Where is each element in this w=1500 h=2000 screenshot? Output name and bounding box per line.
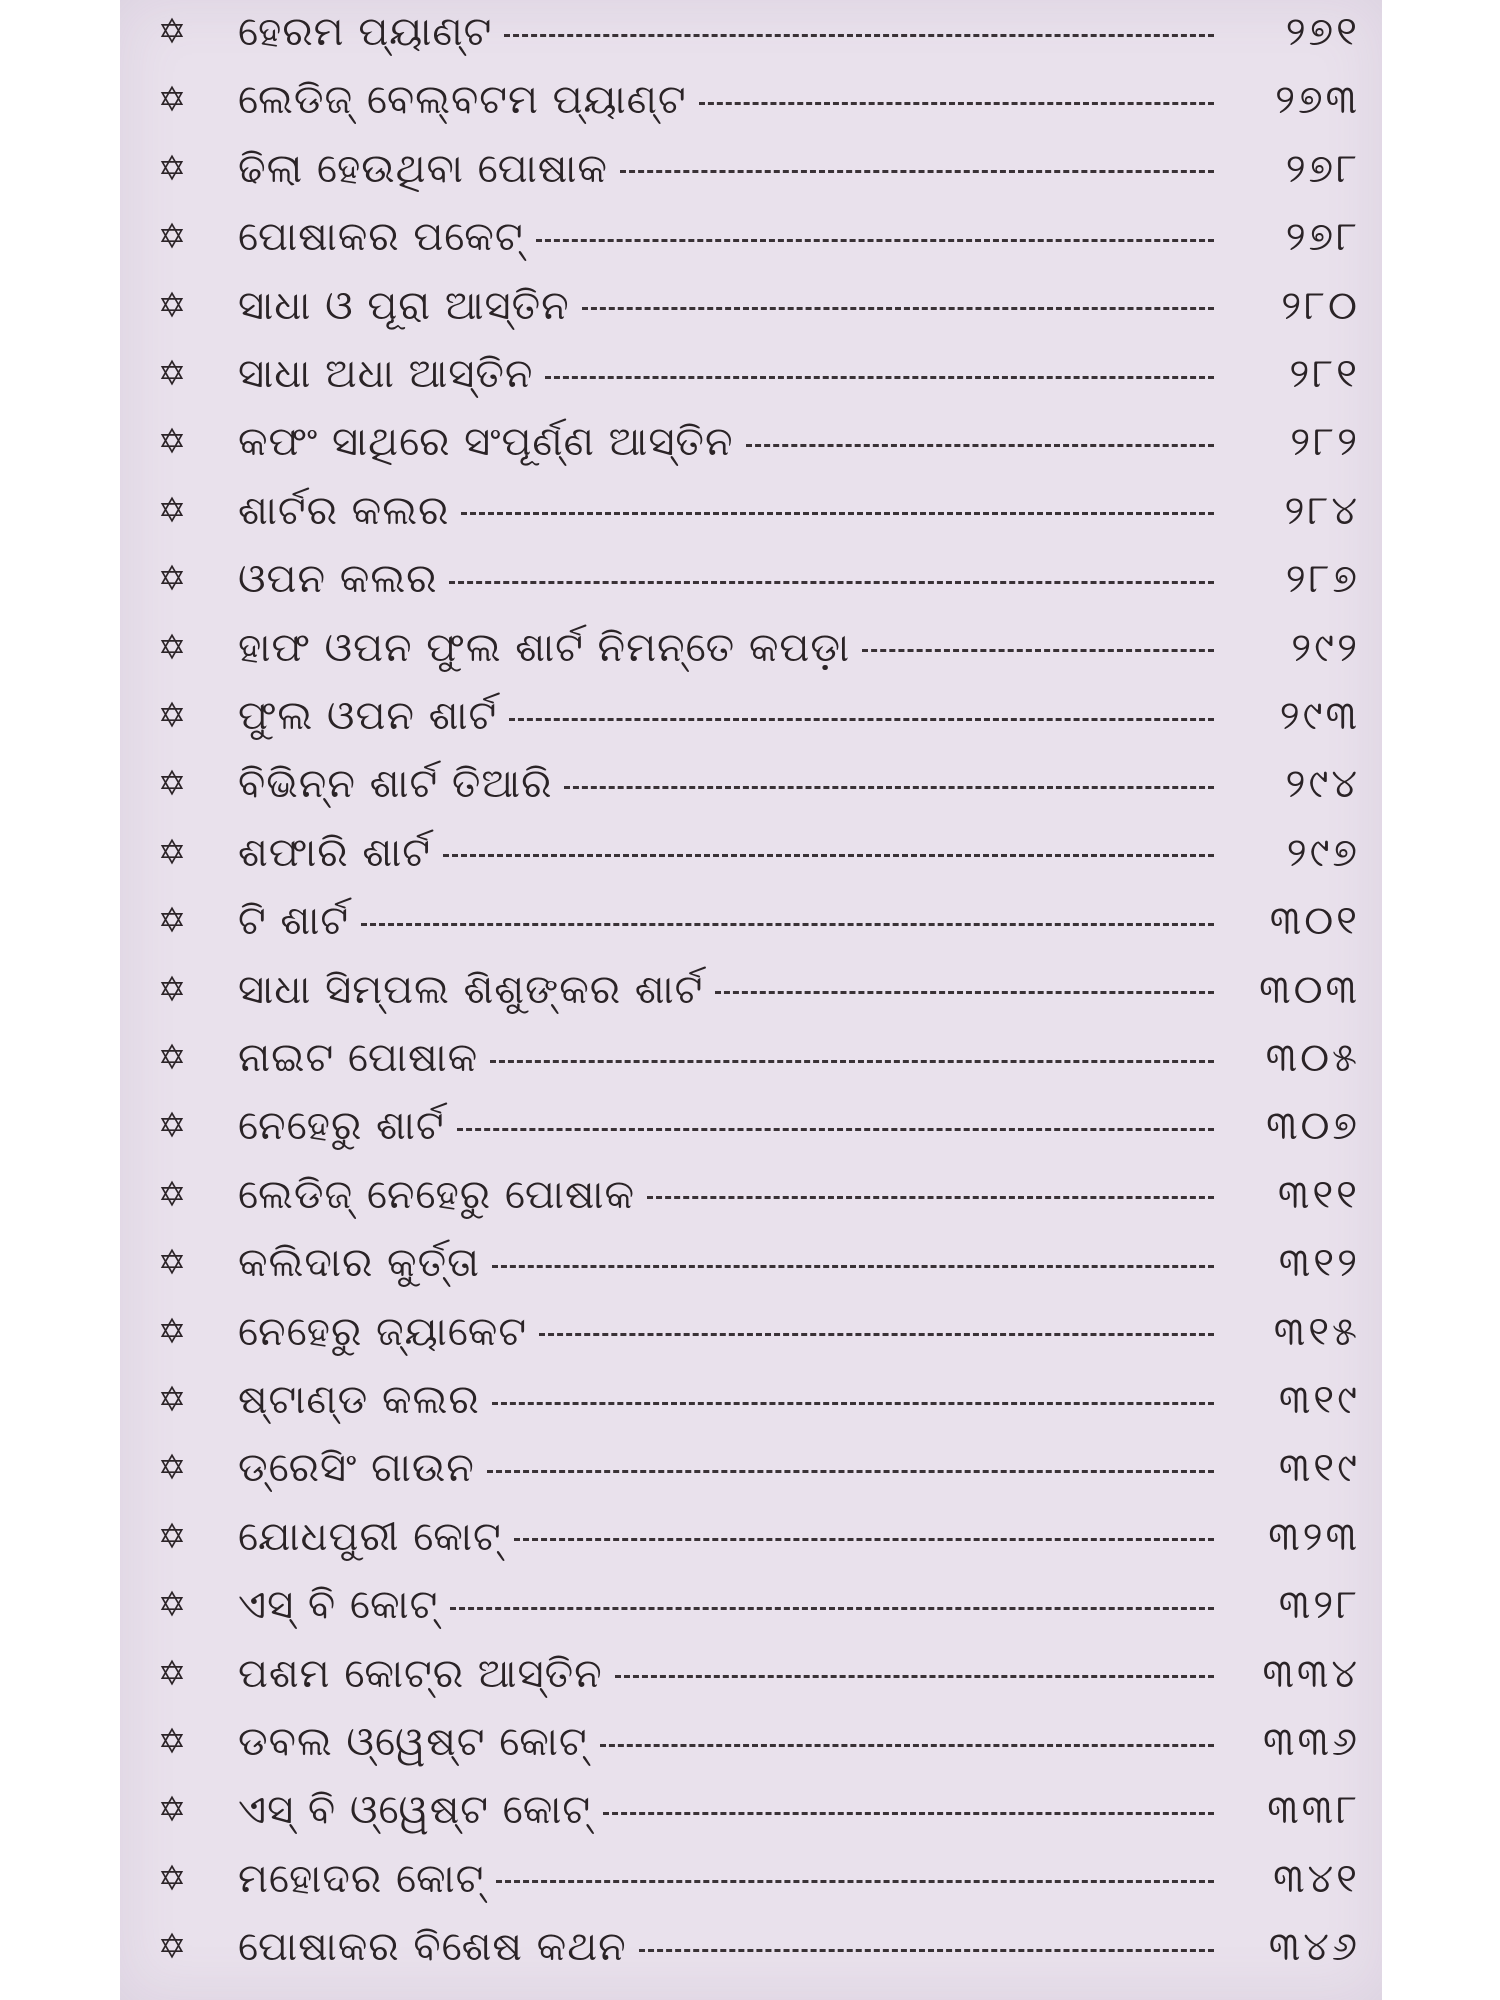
toc-entry-title: ଏସ୍ ବି ଓ୍ୱେଷ୍ଟ କୋଟ୍ [238, 1787, 592, 1834]
dash-leader [496, 1880, 1214, 1883]
toc-entry-title: ପଶମ କୋଟ୍‌ର ଆସ୍ତିନ [238, 1650, 603, 1697]
star-bullet-icon: ✡ [157, 148, 187, 189]
toc-entry [238, 340, 1214, 408]
dash-leader [545, 376, 1214, 379]
toc-row [120, 203, 1382, 271]
toc-row [120, 1776, 1382, 1844]
star-bullet-icon: ✡ [157, 1585, 187, 1626]
toc-entry [238, 1024, 1214, 1092]
toc-page-number: ୩୩୪ [1262, 1650, 1360, 1697]
toc-page-number: ୩୧୫ [1273, 1308, 1360, 1355]
toc-row [120, 66, 1382, 134]
toc-entry [238, 1708, 1214, 1776]
dash-leader [647, 1196, 1214, 1199]
star-bullet-icon: ✡ [157, 12, 187, 52]
toc-entry [238, 887, 1214, 955]
toc-entry-title: ଡବଲ ଓ୍ୱେଷ୍ଟ କୋଟ୍ [238, 1719, 588, 1765]
table-of-contents [120, 0, 1382, 2000]
dash-leader [564, 786, 1214, 789]
toc-entry [238, 682, 1214, 750]
toc-row [120, 1571, 1382, 1639]
toc-row [120, 408, 1382, 476]
toc-entry-title: ଢିଲା ହେଉଥିବା ପୋଷାକ [238, 145, 608, 192]
star-bullet-icon: ✡ [157, 969, 187, 1010]
toc-entry [238, 1434, 1214, 1502]
dash-leader [600, 1744, 1214, 1747]
star-bullet-icon: ✡ [157, 1722, 187, 1762]
star-bullet-icon: ✡ [157, 1038, 187, 1078]
toc-entry [238, 135, 1214, 203]
toc-entry-title: ନେହେରୁ ଶାର୍ଟ [238, 1103, 445, 1150]
toc-entry [238, 0, 1214, 66]
toc-entry-title: ଲେଡିଜ୍ ନେହେରୁ ପୋଷାକ [238, 1171, 636, 1218]
star-bullet-icon: ✡ [157, 490, 187, 531]
dash-leader [615, 1675, 1214, 1678]
toc-page-number: ୨୯୩ [1279, 693, 1360, 739]
toc-row [120, 887, 1382, 955]
toc-entry [238, 477, 1214, 545]
toc-page-number: ୩୨୮ [1278, 1582, 1360, 1629]
toc-entry [238, 545, 1214, 613]
toc-entry-title: ନେହେରୁ ଜ୍ୟାକେଟ [238, 1308, 528, 1355]
toc-entry-title: ସାଧା ଓ ପୂରା ଆସ୍ତିନ [238, 282, 570, 329]
star-bullet-icon: ✡ [157, 422, 187, 463]
toc-entry-title: ମହୋଦର କୋଟ୍ [238, 1855, 485, 1902]
toc-entry-title: ଷ୍ଟାଣ୍ଡ କଲର [238, 1377, 480, 1423]
toc-page-number: ୩୦୧ [1269, 898, 1360, 945]
toc-row [120, 0, 1382, 66]
toc-page-number: ୨୮୨ [1290, 419, 1360, 466]
dash-leader [536, 239, 1214, 242]
toc-entry-title: ପୋଷାକର ପକେଟ୍ [238, 214, 524, 261]
toc-page-number: ୨୯୭ [1286, 829, 1360, 876]
toc-row [120, 1845, 1382, 1913]
toc-page-number: ୨୮୭ [1285, 556, 1360, 603]
toc-row [120, 477, 1382, 545]
toc-entry-title: ଯୋଧପୁରୀ କୋଟ୍ [238, 1513, 502, 1560]
toc-page-number: ୨୮୪ [1284, 487, 1360, 534]
toc-row [120, 545, 1382, 613]
star-bullet-icon: ✡ [157, 354, 187, 394]
star-bullet-icon: ✡ [157, 1311, 187, 1352]
dash-leader [449, 581, 1214, 584]
dash-leader [492, 1265, 1214, 1268]
toc-entry-title: ନାଇଟ ପୋଷାକ [238, 1035, 479, 1081]
toc-entry-title: ଓପନ କଲର [238, 556, 438, 603]
toc-entry [238, 750, 1214, 818]
toc-row [120, 1640, 1382, 1708]
toc-entry [238, 1229, 1214, 1297]
toc-row [120, 1434, 1382, 1502]
toc-entry [238, 408, 1214, 476]
toc-page-number: ୩୧୧ [1277, 1171, 1360, 1218]
toc-page-number: ୩୦୭ [1266, 1103, 1360, 1150]
toc-row [120, 272, 1382, 340]
toc-row [120, 1708, 1382, 1776]
toc-page-number: ୩୪୧ [1273, 1855, 1360, 1902]
star-bullet-icon: ✡ [157, 832, 187, 873]
star-bullet-icon: ✡ [157, 1448, 187, 1489]
dash-leader [639, 1949, 1214, 1952]
dash-leader [490, 1060, 1214, 1063]
toc-entry [238, 1845, 1214, 1913]
toc-row [120, 1366, 1382, 1434]
dash-leader [746, 444, 1214, 447]
toc-page-number: ୨୭୮ [1285, 145, 1360, 192]
dash-leader [504, 34, 1214, 37]
toc-entry-title: ବିଭିନ୍ନ ଶାର୍ଟ ତିଆରି [238, 761, 553, 808]
toc-row [120, 1024, 1382, 1092]
dash-leader [715, 991, 1214, 994]
toc-entry [238, 819, 1214, 887]
dash-leader [514, 1538, 1214, 1541]
toc-entry [238, 1640, 1214, 1708]
toc-page-number: ୩୪୬ [1268, 1924, 1360, 1971]
star-bullet-icon: ✡ [157, 1106, 187, 1147]
toc-page-number: ୨୯୪ [1285, 761, 1360, 808]
toc-row [120, 1298, 1382, 1366]
dash-leader [457, 1128, 1214, 1131]
dash-leader [461, 512, 1214, 515]
toc-row [120, 340, 1382, 408]
toc-page-number: ୨୭୩ [1275, 77, 1360, 124]
toc-page-number: ୨୭୮ [1285, 214, 1360, 261]
toc-row [120, 750, 1382, 818]
toc-entry [238, 66, 1214, 134]
book-page [120, 0, 1382, 2000]
toc-entry [238, 1913, 1214, 1981]
dash-leader [620, 170, 1214, 173]
toc-page-number: ୨୯୨ [1291, 624, 1360, 671]
toc-entry [238, 203, 1214, 271]
star-bullet-icon: ✡ [157, 1380, 187, 1420]
star-bullet-icon: ✡ [157, 1858, 187, 1899]
toc-page-number: ୩୨୩ [1268, 1513, 1360, 1560]
toc-entry-title: ଶାର୍ଟର କଲର [238, 487, 450, 534]
toc-row [120, 682, 1382, 750]
toc-page-number: ୨୮୦ [1281, 282, 1360, 329]
toc-entry [238, 1571, 1214, 1639]
dash-leader [582, 307, 1214, 310]
toc-entry-title: କଫଂ ସାଥିରେ ସଂପୂର୍ଣ୍ଣ ଆସ୍ତିନ [238, 419, 734, 466]
toc-page-number: ୨୭୧ [1285, 9, 1360, 55]
toc-entry [238, 1092, 1214, 1160]
toc-row [120, 614, 1382, 682]
toc-entry-title: ଲେଡିଜ୍ ବେଲ୍‌ବଟମ ପ୍ୟାଣ୍ଟ [238, 77, 687, 124]
toc-row [120, 1229, 1382, 1297]
toc-entry-title: ଟି ଶାର୍ଟ [238, 898, 350, 945]
toc-entry [238, 956, 1214, 1024]
star-bullet-icon: ✡ [157, 1927, 187, 1968]
star-bullet-icon: ✡ [157, 1516, 187, 1557]
toc-entry [238, 1776, 1214, 1844]
toc-entry [238, 272, 1214, 340]
dash-leader [487, 1470, 1214, 1473]
star-bullet-icon: ✡ [157, 901, 187, 942]
toc-page-number: ୩୩୮ [1267, 1787, 1360, 1834]
toc-entry-title: ସାଧା ଅଧା ଆସ୍ତିନ [238, 351, 534, 397]
toc-page-number: ୩୩୬ [1263, 1719, 1360, 1765]
toc-page-number: ୩୦୩ [1259, 966, 1360, 1013]
toc-entry-title: ସାଧା ସିମ୍ପଲ ଶିଶୁଙ୍କର ଶାର୍ଟ [238, 966, 704, 1013]
dash-leader [699, 102, 1214, 105]
star-bullet-icon: ✡ [157, 217, 187, 258]
dash-leader [862, 649, 1214, 652]
dash-leader [450, 1607, 1214, 1610]
dash-leader [539, 1333, 1214, 1336]
star-bullet-icon: ✡ [157, 1243, 187, 1284]
star-bullet-icon: ✡ [157, 627, 187, 668]
toc-page-number: ୨୮୧ [1289, 351, 1360, 397]
toc-entry-title: ଏସ୍ ବି କୋଟ୍ [238, 1582, 439, 1629]
toc-entry-title: ଶଫାରି ଶାର୍ଟ [238, 829, 431, 876]
toc-entry-title: ପୋଷାକର ବିଶେଷ କଥନ [238, 1924, 627, 1971]
star-bullet-icon: ✡ [157, 764, 187, 805]
toc-row [120, 819, 1382, 887]
star-bullet-icon: ✡ [157, 80, 187, 121]
star-bullet-icon: ✡ [157, 696, 187, 736]
toc-row [120, 1913, 1382, 1981]
star-bullet-icon: ✡ [157, 1790, 187, 1831]
star-bullet-icon: ✡ [157, 559, 187, 600]
toc-row [120, 956, 1382, 1024]
star-bullet-icon: ✡ [157, 285, 187, 326]
toc-entry [238, 1298, 1214, 1366]
toc-page-number: ୩୧୯ [1278, 1445, 1360, 1492]
toc-entry [238, 1161, 1214, 1229]
toc-row [120, 135, 1382, 203]
toc-page-number: ୩୦୫ [1265, 1035, 1360, 1081]
toc-entry-title: ହେରମ ପ୍ୟାଣ୍ଟ [238, 9, 493, 55]
dash-leader [509, 718, 1214, 721]
toc-entry-title: ଫୁଲ ଓପନ ଶାର୍ଟ [238, 693, 498, 739]
star-bullet-icon: ✡ [157, 1653, 187, 1694]
dash-leader [603, 1812, 1214, 1815]
star-bullet-icon: ✡ [157, 1174, 187, 1215]
toc-row [120, 1503, 1382, 1571]
toc-entry [238, 1366, 1214, 1434]
toc-row [120, 1161, 1382, 1229]
toc-page-number: ୩୧୨ [1278, 1240, 1360, 1287]
toc-page-number: ୩୧୯ [1278, 1377, 1360, 1423]
toc-row [120, 1092, 1382, 1160]
toc-entry-title: କଲିଦାର କୁର୍ତ୍ତା [238, 1240, 480, 1287]
dash-leader [361, 923, 1214, 926]
toc-entry-title: ହାଫ ଓପନ ଫୁଲ ଶାର୍ଟ ନିମନ୍ତେ କପଡ଼ା [238, 624, 851, 671]
toc-entry [238, 1503, 1214, 1571]
toc-entry-title: ଡ୍ରେସିଂ ଗାଉନ [238, 1445, 475, 1492]
toc-entry [238, 614, 1214, 682]
dash-leader [492, 1402, 1214, 1405]
dash-leader [443, 854, 1214, 857]
